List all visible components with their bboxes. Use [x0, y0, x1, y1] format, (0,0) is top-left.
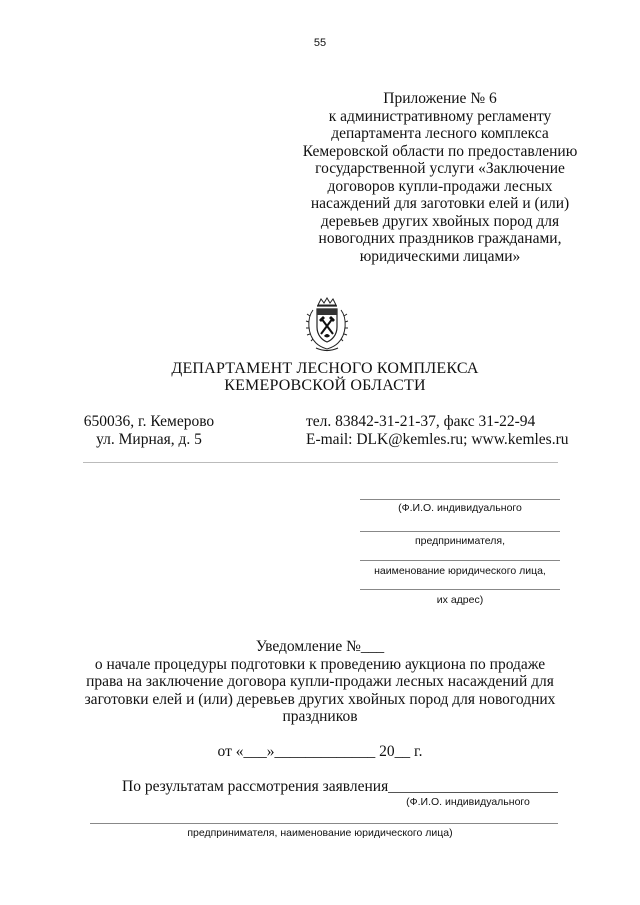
- appendix-line: государственной услуги «Заключение: [315, 160, 565, 177]
- coat-of-arms-icon: [304, 296, 350, 354]
- result-label: По результатам рассмотрения заявления: [122, 778, 389, 795]
- header-divider: [83, 462, 558, 463]
- appendix-line: юридическими лицами»: [359, 247, 521, 265]
- recipient-caption: наименование юридического лица,: [374, 565, 546, 577]
- phone-fax: тел. 83842-31-21-37, факс 31-22-94: [306, 413, 536, 430]
- notice-title: Уведомление №___: [255, 638, 385, 655]
- contact-info: [306, 413, 569, 448]
- appendix-line: к административному регламенту: [328, 107, 552, 125]
- recipient-caption: их адрес): [436, 594, 484, 606]
- appendix-line: новогодних праздников гражданами,: [318, 230, 562, 247]
- recipient-field-line: [360, 531, 560, 532]
- postal-address: [83, 413, 215, 448]
- recipient-field-line: [360, 589, 560, 590]
- recipient-caption: предпринимателя,: [414, 535, 506, 547]
- department-line-2: КЕМЕРОВСКОЙ ОБЛАСТИ: [224, 377, 426, 394]
- address-line-1: 650036, г. Кемерово: [83, 413, 215, 430]
- appendix-line: договоров купли-продажи лесных: [327, 177, 553, 195]
- notice-line: о начале процедуры подготовки к проведению аукциона по продаже: [94, 655, 546, 673]
- applicant-caption-2: предпринимателя, наименование юридического лица): [187, 827, 453, 839]
- recipient-caption: (Ф.И.О. индивидуального: [398, 502, 522, 514]
- recipient-field-line: [360, 560, 560, 561]
- applicant-caption: (Ф.И.О. индивидуального: [406, 796, 530, 808]
- appendix-header: [300, 90, 580, 265]
- applicant-field-line-2: [90, 823, 558, 824]
- notice-line: праздников: [282, 708, 358, 725]
- appendix-line: деревьев других хвойных пород для: [320, 212, 560, 230]
- notice-heading: [80, 638, 560, 726]
- appendix-line: насаждений для заготовки елей и (или): [310, 195, 570, 212]
- appendix-line: департамента лесного комплекса: [331, 125, 549, 142]
- address-line-2: ул. Мирная, д. 5: [96, 430, 202, 448]
- department-name: [150, 360, 500, 394]
- recipient-field-line: [360, 499, 560, 500]
- email-website: E-mail: DLK@kemles.ru; www.kemles.ru: [306, 430, 569, 448]
- notice-date: от «___»_____________ 20__ г.: [217, 743, 423, 760]
- applicant-field-line: [388, 792, 558, 793]
- department-line-1: ДЕПАРТАМЕНТ ЛЕСНОГО КОМПЛЕКСА: [171, 360, 479, 377]
- page-number: 55: [313, 37, 327, 49]
- notice-line: права на заключение договора купли-продажи лесных насаждений для: [86, 673, 554, 690]
- appendix-line: Кемеровской области по предоставлению: [302, 142, 578, 160]
- appendix-line: Приложение № 6: [383, 90, 497, 107]
- notice-line: заготовки елей и (или) деревьев других хвойных пород для новогодних: [84, 690, 556, 708]
